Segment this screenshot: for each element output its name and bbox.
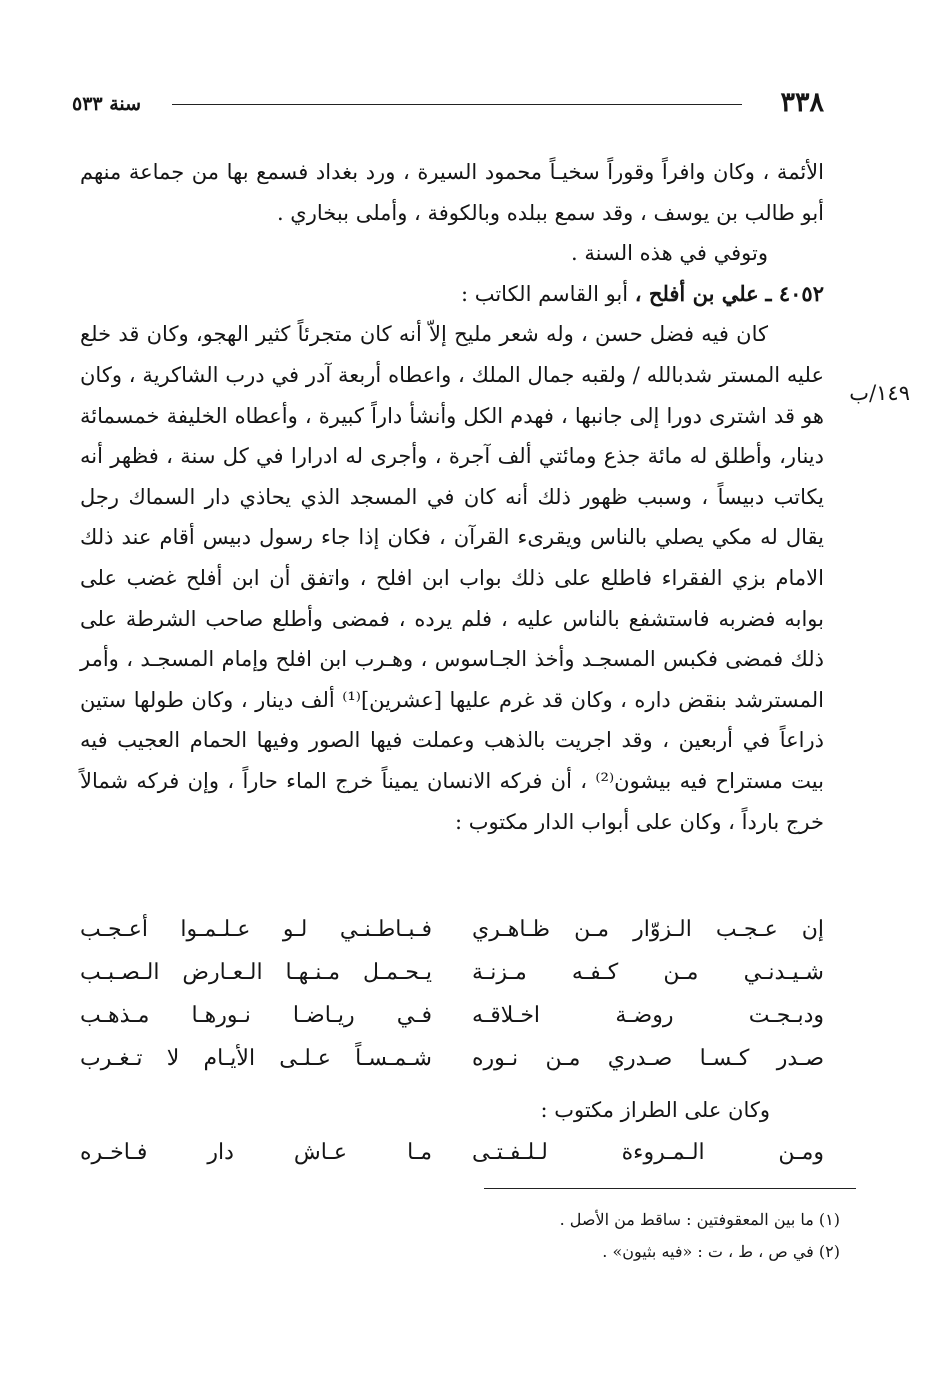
- verse-second-hemistich: مـا عـاش دار فـاخـره: [80, 1140, 432, 1165]
- footnote-2: (٢) في ص ، ط ، ت : «فيه بثيون» .: [602, 1242, 840, 1261]
- year-label: سنة ٥٣٣: [72, 93, 142, 115]
- footnotes: [240, 1204, 840, 1268]
- paragraph-2: وتوفي في هذه السنة .: [571, 241, 768, 266]
- poem-verse: [80, 994, 824, 1037]
- verse-second-hemistich: يـحـمـل مـنـهـا الـعـارض الـصـبـب: [80, 960, 432, 985]
- footnote-1: (١) ما بين المعقوفتين : ساقط من الأصل .: [559, 1210, 840, 1229]
- entry-number: ٤٠٥٢ ـ: [765, 280, 824, 306]
- tiraz-intro-line: وكان على الطراز مكتوب :: [540, 1098, 770, 1122]
- poem-inscription: [80, 908, 824, 1080]
- poem-verse: [80, 908, 824, 951]
- poem-verse: [80, 1037, 824, 1080]
- verse-first-hemistich: ودبـجـت روضـة اخـلاقـه: [472, 1003, 824, 1028]
- poem-verse: [80, 951, 824, 994]
- poem-verse: [80, 1131, 824, 1174]
- header-rule: [172, 104, 742, 105]
- verse-second-hemistich: فـبـاطـنـي لـو عـلـمـوا أعـجـب: [80, 917, 432, 942]
- body-text: [80, 152, 824, 842]
- verse-first-hemistich: ومـن الـمـروءة لـلـفـتـى: [472, 1140, 824, 1165]
- page-number: ٣٣٨: [780, 87, 824, 118]
- verse-first-hemistich: صـدر كـسـا صـدري مـن نـوره: [472, 1046, 824, 1071]
- manuscript-folio-note: ١٤٩/ب: [849, 381, 910, 405]
- entry-name: علي بن أفلح ،: [634, 280, 759, 306]
- verse-first-hemistich: إن عـجـب الـزوّار مـن ظـاهـري: [472, 917, 824, 942]
- verse-first-hemistich: شـيـدنـي مـن كـفـه مـزنـة: [472, 960, 824, 985]
- poem-tiraz: [80, 1131, 824, 1174]
- entry-title: أبو القاسم الكاتب :: [460, 281, 629, 306]
- page-header: [72, 86, 824, 122]
- paragraph-1: الأئمة ، وكان وافراً وقوراً سخيـاً محمود السيرة ، ورد بغداد فسمع بها من جماعة منهم أبو طالب بن يوسف ، وقد سمع ببلده وبالكوفة ، وأملى ببخاري .: [80, 160, 824, 225]
- entry-heading: [80, 274, 824, 315]
- footnote-divider: [484, 1188, 856, 1189]
- verse-second-hemistich: فـي ريـاضـا نـورهـا مـذهـب: [80, 1003, 432, 1028]
- paragraph-3: كان فيه فضل حسن ، وله شعر مليح إلاّ أنه كان متجرئاً كثير الهجو، وكان قد خلع عليه المستر شدبالله / ولقبه جمال الملك ، واعطاه أربعة آدر في درب الشاكرية ، وكان هو قد اشترى دورا إلى جانبها ، فهدم الكل وأنشأ داراً كبيرة ، وأعطاه الخليفة خمسمائة دينار، وأطلق له مائة جذع ومائتي ألف آجرة ، وأجرى له ادرارا في كل سنة ، فظهر أنه يكاتب دبيساً ، وسبب ظهور ذلك أنه كان في المسجد الذي يحاذي دار السماك رجل يقال له مكي يصلي بالناس ويقرىء القرآن ، فكان إذا جاء رسول دبيس أقام عند ذلك الامام بزي الفقراء فاطلع على ذلك بواب ابن افلح ، واتفق أن ابن أفلح غضب على بوابه فضربه فاستشفع بالناس عليه ، فلم يرده ، فمضى وأطلع صاحب الشرطة على ذلك فمضى فكبس المسجـد وأخذ الجـاسوس ، وهـرب ابن افلح وإمام المسجـد ، وأمر المسترشد بنقض داره ، وكان قد غرم عليها [عشرين]⁽¹⁾ ألف دينار ، وكان طولها ستين ذراعاً في أربعين ، وقد اجريت بالذهب وعملت فيها الصور وفيها الحمام العجيب فيه بيت مستراح فيه بيشون⁽²⁾ ، أن فركه الانسان يميناً خرج الماء حاراً ، وإن فركه شمالاً خرج بارداً ، وكان على أبواب الدار مكتوب :: [80, 322, 824, 834]
- verse-second-hemistich: شـمـسـاً عـلـى الأيـام لا تـغـرب: [80, 1046, 432, 1071]
